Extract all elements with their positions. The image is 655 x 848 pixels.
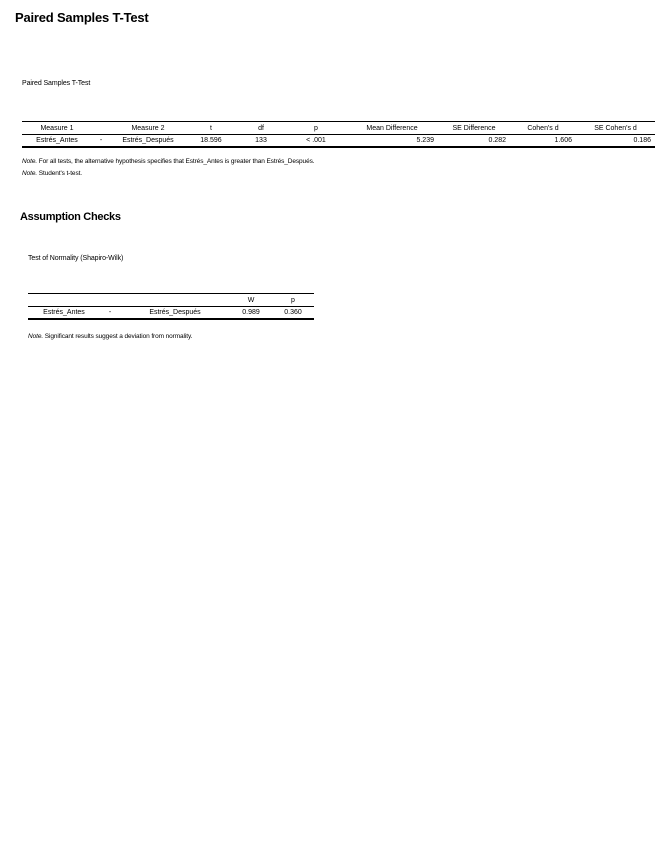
note-label: Note.	[28, 333, 44, 340]
normality-note	[28, 333, 192, 340]
note-text: Significant results suggest a deviation from normality.	[43, 333, 193, 340]
cell-df: 133	[255, 137, 267, 144]
cell-measure-1: Estrés_Antes	[36, 137, 78, 144]
cell-separator: -	[99, 137, 103, 144]
cell-p: 0.360	[284, 309, 302, 316]
ttest-note-test-type	[22, 170, 82, 177]
note-text: For all tests, the alternative hypothesis specifies that Estrés_Antes is greater than Estrés_Después.	[37, 158, 315, 165]
header-w: W	[230, 294, 272, 307]
header-p: p	[286, 122, 346, 135]
header-t: t	[186, 122, 236, 135]
cell-mean-difference: 5.239	[416, 137, 434, 144]
header-se-cohens-d: SE Cohen's d	[576, 122, 655, 135]
cell-se-difference: 0.282	[488, 137, 506, 144]
note-label: Note.	[22, 158, 38, 165]
cell-se-cohens-d: 0.186	[633, 137, 651, 144]
normality-table	[28, 293, 314, 320]
header-se-difference: SE Difference	[438, 122, 510, 135]
header-blank	[100, 294, 120, 307]
ttest-table	[22, 121, 655, 148]
cell-measure-1: Estrés_Antes	[43, 309, 85, 316]
cell-w: 0.989	[242, 309, 260, 316]
cell-p: < .001	[306, 137, 326, 144]
header-blank	[28, 294, 100, 307]
note-label: Note.	[22, 170, 38, 177]
table-row	[22, 135, 655, 148]
header-cohens-d: Cohen's d	[510, 122, 576, 135]
table-row	[28, 307, 314, 320]
normality-table-caption: Test of Normality (Shapiro-Wilk)	[28, 255, 124, 262]
header-measure-2: Measure 2	[110, 122, 186, 135]
section-title-assumption-checks: Assumption Checks	[20, 211, 121, 223]
cell-measure-2: Estrés_Después	[122, 137, 174, 144]
cell-cohens-d: 1.606	[554, 137, 572, 144]
header-mean-difference: Mean Difference	[346, 122, 438, 135]
header-separator	[92, 122, 110, 135]
header-measure-1: Measure 1	[22, 122, 92, 135]
header-df: df	[236, 122, 286, 135]
ttest-note-hypothesis	[22, 158, 314, 165]
ttest-table-caption: Paired Samples T-Test	[22, 80, 91, 87]
cell-measure-2: Estrés_Después	[149, 309, 201, 316]
page-title: Paired Samples T-Test	[15, 10, 149, 25]
cell-separator: -	[108, 309, 112, 316]
header-p: p	[272, 294, 314, 307]
cell-t: 18.596	[200, 137, 222, 144]
normality-header-row	[28, 294, 314, 307]
note-text: Student's t-test.	[37, 170, 83, 177]
ttest-header-row	[22, 122, 655, 135]
header-blank	[120, 294, 230, 307]
